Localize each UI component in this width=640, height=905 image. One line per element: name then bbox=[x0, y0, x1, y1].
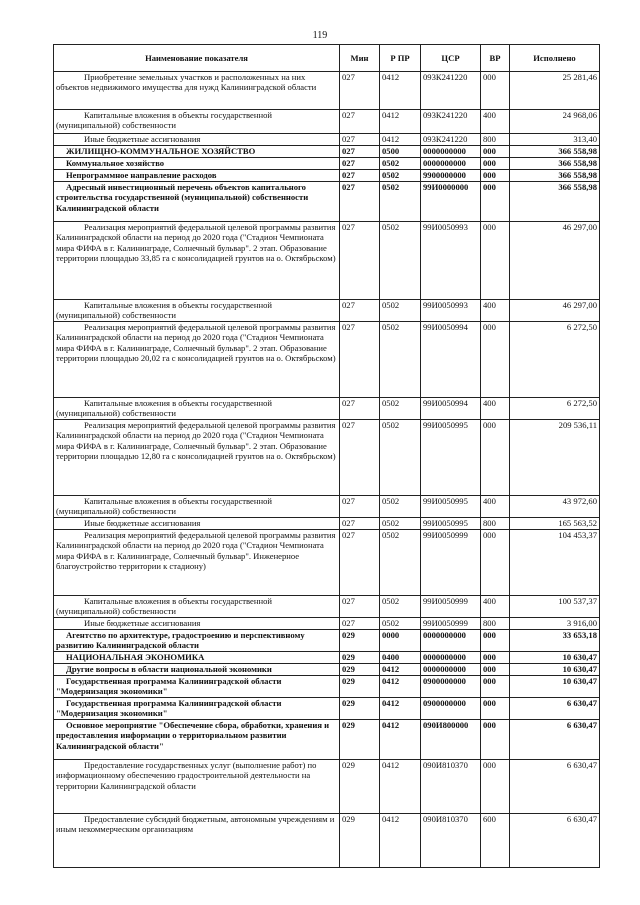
table-row bbox=[54, 110, 600, 134]
row-csr: 090И800000 bbox=[421, 719, 481, 759]
row-amount: 6 630,47 bbox=[510, 697, 600, 719]
header-vr: ВР bbox=[481, 45, 510, 72]
row-min: 029 bbox=[340, 719, 380, 759]
row-name: Реализация мероприятий федеральной целевой программы развития Калининградской области на период до 2020 года ("Стадион Чемпионата мира ФИФА в г. Калининграде, Солнечный бульвар". 2 этап. Образование территории площадью 20,02 га с консолидацией грунтов на о. Октябрьском) bbox=[54, 322, 340, 398]
header-row bbox=[54, 45, 600, 72]
table-row bbox=[54, 596, 600, 618]
row-rpr: 0502 bbox=[380, 530, 421, 596]
table-row bbox=[54, 652, 600, 664]
row-rpr: 0412 bbox=[380, 72, 421, 110]
row-rpr: 0502 bbox=[380, 518, 421, 530]
row-vr: 000 bbox=[481, 182, 510, 222]
row-min: 029 bbox=[340, 652, 380, 664]
row-amount: 6 272,50 bbox=[510, 322, 600, 398]
row-csr: 0000000000 bbox=[421, 146, 481, 158]
row-csr: 0000000000 bbox=[421, 664, 481, 676]
row-rpr: 0000 bbox=[380, 630, 421, 652]
row-csr: 093К241220 bbox=[421, 110, 481, 134]
row-vr: 000 bbox=[481, 420, 510, 496]
row-csr: 99И0050999 bbox=[421, 596, 481, 618]
row-amount: 6 630,47 bbox=[510, 759, 600, 813]
row-name: Иные бюджетные ассигнования bbox=[54, 134, 340, 146]
row-rpr: 0502 bbox=[380, 182, 421, 222]
row-amount: 43 972,60 bbox=[510, 496, 600, 518]
row-vr: 000 bbox=[481, 652, 510, 664]
budget-table bbox=[53, 44, 600, 868]
row-csr: 0900000000 bbox=[421, 676, 481, 698]
row-amount: 10 630,47 bbox=[510, 676, 600, 698]
row-vr: 800 bbox=[481, 618, 510, 630]
row-csr: 9900000000 bbox=[421, 170, 481, 182]
row-name: Капитальные вложения в объекты государственной (муниципальной) собственности bbox=[54, 398, 340, 420]
table-row bbox=[54, 170, 600, 182]
row-csr: 090И810370 bbox=[421, 813, 481, 867]
row-vr: 000 bbox=[481, 158, 510, 170]
row-min: 029 bbox=[340, 759, 380, 813]
table-row bbox=[54, 420, 600, 496]
row-rpr: 0500 bbox=[380, 146, 421, 158]
row-vr: 000 bbox=[481, 530, 510, 596]
row-amount: 25 281,46 bbox=[510, 72, 600, 110]
row-min: 027 bbox=[340, 182, 380, 222]
row-rpr: 0502 bbox=[380, 300, 421, 322]
row-csr: 99И0050995 bbox=[421, 496, 481, 518]
table-row bbox=[54, 530, 600, 596]
row-min: 027 bbox=[340, 596, 380, 618]
header-csr: ЦСР bbox=[421, 45, 481, 72]
row-name: Другие вопросы в области национальной экономики bbox=[54, 664, 340, 676]
row-rpr: 0412 bbox=[380, 719, 421, 759]
row-min: 027 bbox=[340, 518, 380, 530]
row-amount: 209 536,11 bbox=[510, 420, 600, 496]
row-name: Иные бюджетные ассигнования bbox=[54, 518, 340, 530]
row-rpr: 0412 bbox=[380, 813, 421, 867]
row-csr: 093К241220 bbox=[421, 134, 481, 146]
row-amount: 3 916,00 bbox=[510, 618, 600, 630]
table-row bbox=[54, 759, 600, 813]
row-rpr: 0502 bbox=[380, 322, 421, 398]
row-name: Капитальные вложения в объекты государственной (муниципальной) собственности bbox=[54, 496, 340, 518]
row-name: Непрограммное направление расходов bbox=[54, 170, 340, 182]
row-name: Капитальные вложения в объекты государственной (муниципальной) собственности bbox=[54, 110, 340, 134]
row-min: 029 bbox=[340, 813, 380, 867]
row-amount: 104 453,37 bbox=[510, 530, 600, 596]
row-min: 027 bbox=[340, 158, 380, 170]
row-min: 027 bbox=[340, 72, 380, 110]
row-csr: 99И0050994 bbox=[421, 398, 481, 420]
row-vr: 800 bbox=[481, 518, 510, 530]
row-vr: 000 bbox=[481, 222, 510, 300]
row-csr: 99И0050999 bbox=[421, 530, 481, 596]
row-vr: 000 bbox=[481, 759, 510, 813]
row-name: Приобретение земельных участков и расположенных на них объектов недвижимого имущества для нужд Калининградской области bbox=[54, 72, 340, 110]
page-number: 119 bbox=[312, 30, 328, 41]
table-row bbox=[54, 398, 600, 420]
row-name: Коммунальное хозяйство bbox=[54, 158, 340, 170]
table-row bbox=[54, 697, 600, 719]
table-row bbox=[54, 182, 600, 222]
row-amount: 24 968,06 bbox=[510, 110, 600, 134]
row-vr: 000 bbox=[481, 719, 510, 759]
row-min: 027 bbox=[340, 530, 380, 596]
row-vr: 000 bbox=[481, 697, 510, 719]
row-name: Реализация мероприятий федеральной целевой программы развития Калининградской области на период до 2020 года ("Стадион Чемпионата мира ФИФА в г. Калининграде, Солнечный бульвар". Инженерное благоустройство территории к стадиону) bbox=[54, 530, 340, 596]
row-min: 029 bbox=[340, 676, 380, 698]
row-vr: 000 bbox=[481, 322, 510, 398]
row-csr: 093К241220 bbox=[421, 72, 481, 110]
row-min: 027 bbox=[340, 496, 380, 518]
row-amount: 46 297,00 bbox=[510, 222, 600, 300]
row-name: Капитальные вложения в объекты государственной (муниципальной) собственности bbox=[54, 300, 340, 322]
row-vr: 000 bbox=[481, 664, 510, 676]
row-min: 027 bbox=[340, 134, 380, 146]
row-csr: 99И0050995 bbox=[421, 420, 481, 496]
row-amount: 366 558,98 bbox=[510, 146, 600, 158]
row-min: 027 bbox=[340, 618, 380, 630]
row-name: Иные бюджетные ассигнования bbox=[54, 618, 340, 630]
row-vr: 000 bbox=[481, 146, 510, 158]
row-amount: 366 558,98 bbox=[510, 170, 600, 182]
row-amount: 313,40 bbox=[510, 134, 600, 146]
row-rpr: 0502 bbox=[380, 496, 421, 518]
row-name: Реализация мероприятий федеральной целевой программы развития Калининградской области на период до 2020 года ("Стадион Чемпионата мира ФИФА в г. Калининграде, Солнечный бульвар". 2 этап. Образование территории площадью 33,85 га с консолидацией грунтов на о. Октябрьском) bbox=[54, 222, 340, 300]
row-min: 027 bbox=[340, 110, 380, 134]
row-rpr: 0412 bbox=[380, 697, 421, 719]
row-csr: 99И0050993 bbox=[421, 300, 481, 322]
row-min: 029 bbox=[340, 630, 380, 652]
row-rpr: 0412 bbox=[380, 664, 421, 676]
table-row bbox=[54, 134, 600, 146]
row-rpr: 0412 bbox=[380, 759, 421, 813]
row-amount: 6 630,47 bbox=[510, 813, 600, 867]
row-name: Реализация мероприятий федеральной целевой программы развития Калининградской области на период до 2020 года ("Стадион Чемпионата мира ФИФА в г. Калининграде, Солнечный бульвар". 2 этап. Образование территории площадью 12,80 га с консолидацией грунтов на о. Октябрьском) bbox=[54, 420, 340, 496]
row-csr: 0000000000 bbox=[421, 652, 481, 664]
row-vr: 000 bbox=[481, 72, 510, 110]
row-amount: 366 558,98 bbox=[510, 158, 600, 170]
row-min: 029 bbox=[340, 697, 380, 719]
row-rpr: 0502 bbox=[380, 618, 421, 630]
row-name: ЖИЛИЩНО-КОММУНАЛЬНОЕ ХОЗЯЙСТВО bbox=[54, 146, 340, 158]
row-name: Адресный инвестиционный перечень объектов капитального строительства государственной (муниципальной) собственности Калининградской области bbox=[54, 182, 340, 222]
row-name: Основное мероприятие "Обеспечение сбора, обработки, хранения и предоставления информации о территориальном развитии Калининградской области" bbox=[54, 719, 340, 759]
table-row bbox=[54, 72, 600, 110]
header-min: Мин bbox=[340, 45, 380, 72]
table-body bbox=[54, 72, 600, 868]
table-row bbox=[54, 719, 600, 759]
table-row bbox=[54, 158, 600, 170]
row-amount: 10 630,47 bbox=[510, 652, 600, 664]
row-min: 029 bbox=[340, 664, 380, 676]
table-row bbox=[54, 496, 600, 518]
row-amount: 6 630,47 bbox=[510, 719, 600, 759]
row-csr: 99И0000000 bbox=[421, 182, 481, 222]
row-csr: 99И0050999 bbox=[421, 618, 481, 630]
row-rpr: 0502 bbox=[380, 222, 421, 300]
row-vr: 400 bbox=[481, 596, 510, 618]
table-row bbox=[54, 518, 600, 530]
row-min: 027 bbox=[340, 222, 380, 300]
row-rpr: 0412 bbox=[380, 134, 421, 146]
row-vr: 000 bbox=[481, 630, 510, 652]
row-name: Агентство по архитектуре, градостроению и перспективному развитию Калининградской области bbox=[54, 630, 340, 652]
table-row bbox=[54, 222, 600, 300]
table-row bbox=[54, 813, 600, 867]
row-min: 027 bbox=[340, 170, 380, 182]
row-name: Капитальные вложения в объекты государственной (муниципальной) собственности bbox=[54, 596, 340, 618]
row-vr: 600 bbox=[481, 813, 510, 867]
row-csr: 99И0050995 bbox=[421, 518, 481, 530]
row-vr: 400 bbox=[481, 110, 510, 134]
row-name: Предоставление государственных услуг (выполнение работ) по информационному обеспечению градостроительной деятельности на территории Калининградской области bbox=[54, 759, 340, 813]
row-name: НАЦИОНАЛЬНАЯ ЭКОНОМИКА bbox=[54, 652, 340, 664]
row-vr: 400 bbox=[481, 398, 510, 420]
table-row bbox=[54, 322, 600, 398]
row-amount: 100 537,37 bbox=[510, 596, 600, 618]
row-amount: 165 563,52 bbox=[510, 518, 600, 530]
table-row bbox=[54, 618, 600, 630]
table-row bbox=[54, 630, 600, 652]
row-vr: 800 bbox=[481, 134, 510, 146]
row-amount: 366 558,98 bbox=[510, 182, 600, 222]
row-csr: 99И0050994 bbox=[421, 322, 481, 398]
row-amount: 6 272,50 bbox=[510, 398, 600, 420]
row-name: Предоставление субсидий бюджетным, автономным учреждениям и иным некоммерческим организациям bbox=[54, 813, 340, 867]
row-rpr: 0502 bbox=[380, 170, 421, 182]
row-min: 027 bbox=[340, 322, 380, 398]
row-csr: 0900000000 bbox=[421, 697, 481, 719]
table-row bbox=[54, 146, 600, 158]
table-row bbox=[54, 664, 600, 676]
row-rpr: 0502 bbox=[380, 420, 421, 496]
header-amount: Исполнено bbox=[510, 45, 600, 72]
row-amount: 46 297,00 bbox=[510, 300, 600, 322]
row-csr: 0000000000 bbox=[421, 158, 481, 170]
table-row bbox=[54, 676, 600, 698]
row-rpr: 0502 bbox=[380, 158, 421, 170]
row-vr: 400 bbox=[481, 496, 510, 518]
row-rpr: 0502 bbox=[380, 596, 421, 618]
row-name: Государственная программа Калининградской области "Модернизация экономики" bbox=[54, 676, 340, 698]
row-csr: 0000000000 bbox=[421, 630, 481, 652]
table-row bbox=[54, 300, 600, 322]
row-min: 027 bbox=[340, 146, 380, 158]
header-name: Наименование показателя bbox=[54, 45, 340, 72]
row-name: Государственная программа Калининградской области "Модернизация экономики" bbox=[54, 697, 340, 719]
row-amount: 10 630,47 bbox=[510, 664, 600, 676]
row-rpr: 0400 bbox=[380, 652, 421, 664]
row-min: 027 bbox=[340, 300, 380, 322]
row-min: 027 bbox=[340, 398, 380, 420]
row-vr: 000 bbox=[481, 170, 510, 182]
row-vr: 400 bbox=[481, 300, 510, 322]
row-min: 027 bbox=[340, 420, 380, 496]
row-csr: 090И810370 bbox=[421, 759, 481, 813]
row-vr: 000 bbox=[481, 676, 510, 698]
row-rpr: 0412 bbox=[380, 676, 421, 698]
row-rpr: 0502 bbox=[380, 398, 421, 420]
row-amount: 33 653,18 bbox=[510, 630, 600, 652]
row-csr: 99И0050993 bbox=[421, 222, 481, 300]
header-rpr: Р ПР bbox=[380, 45, 421, 72]
row-rpr: 0412 bbox=[380, 110, 421, 134]
